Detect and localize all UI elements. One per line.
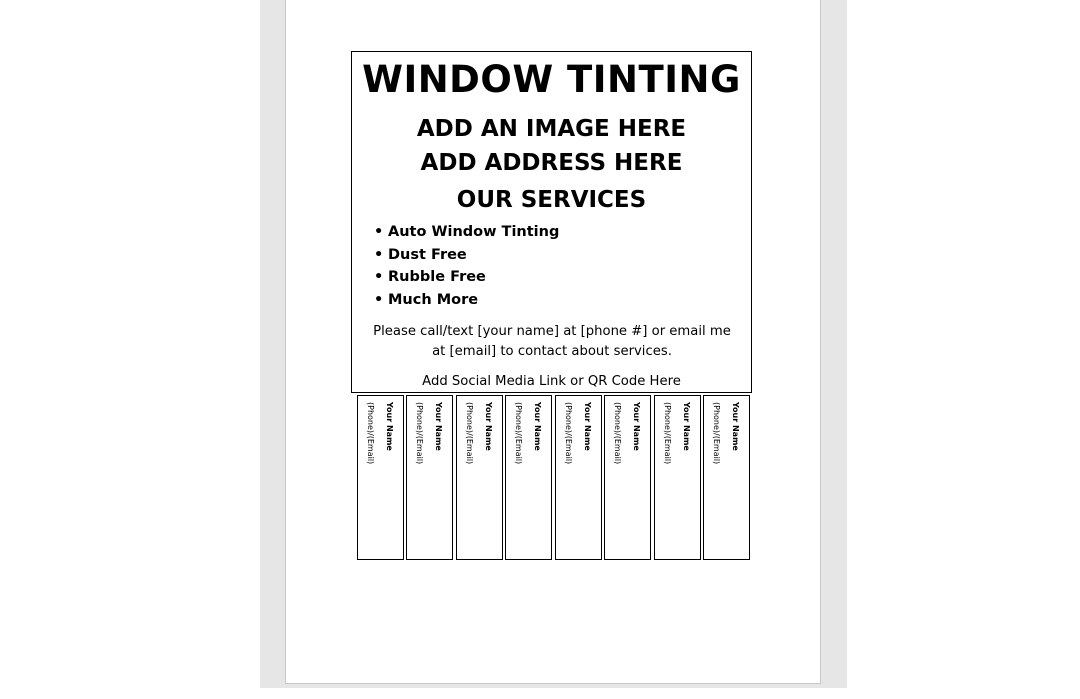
tab-name: Your Name xyxy=(533,402,542,451)
tab-contact: (Phone)/(Email) xyxy=(663,402,672,465)
service-label: Dust Free xyxy=(388,246,467,263)
service-label: Auto Window Tinting xyxy=(388,224,560,240)
tear-off-tab xyxy=(357,395,404,560)
tear-off-tab xyxy=(505,395,552,560)
service-item xyxy=(374,221,559,244)
flyer-title: WINDOW TINTING xyxy=(362,58,741,101)
bullet-icon: • xyxy=(374,269,384,285)
service-item xyxy=(374,244,559,267)
social-media-text: Add Social Media Link or QR Code Here xyxy=(422,374,681,389)
image-placeholder-line: ADD AN IMAGE HERE xyxy=(416,116,687,142)
service-label: Much More xyxy=(388,291,479,308)
contact-text: Please call/text [your name] at [phone #] or email me at [email] to contact about services. xyxy=(373,324,731,359)
tab-name: Your Name xyxy=(434,402,443,451)
tab-name: Your Name xyxy=(632,402,641,451)
service-item xyxy=(374,266,559,289)
tab-contact: (Phone)/(Email) xyxy=(366,402,375,465)
bullet-icon: • xyxy=(374,291,384,308)
tear-off-tab xyxy=(406,395,453,560)
tab-name: Your Name xyxy=(731,402,740,451)
tear-off-tab xyxy=(456,395,503,560)
bullet-icon: • xyxy=(374,246,384,263)
services-list xyxy=(374,221,559,311)
tab-contact: (Phone)/(Email) xyxy=(712,402,721,465)
bullet-icon: • xyxy=(374,224,384,240)
service-label: Rubble Free xyxy=(388,269,486,285)
tear-off-tab xyxy=(604,395,651,560)
flyer-box xyxy=(351,51,752,393)
tab-name: Your Name xyxy=(583,402,592,451)
tear-off-tab xyxy=(555,395,602,560)
service-item xyxy=(374,289,559,312)
tab-contact: (Phone)/(Email) xyxy=(514,402,523,465)
tab-contact: (Phone)/(Email) xyxy=(415,402,424,465)
tear-off-tab xyxy=(703,395,750,560)
tab-name: Your Name xyxy=(385,402,394,451)
tab-contact: (Phone)/(Email) xyxy=(465,402,474,465)
services-heading: OUR SERVICES xyxy=(456,187,647,213)
address-placeholder-line: ADD ADDRESS HERE xyxy=(420,150,683,176)
tab-contact: (Phone)/(Email) xyxy=(564,402,573,465)
tab-name: Your Name xyxy=(682,402,691,451)
tab-contact: (Phone)/(Email) xyxy=(613,402,622,465)
tear-off-tab xyxy=(654,395,701,560)
tab-name: Your Name xyxy=(484,402,493,451)
